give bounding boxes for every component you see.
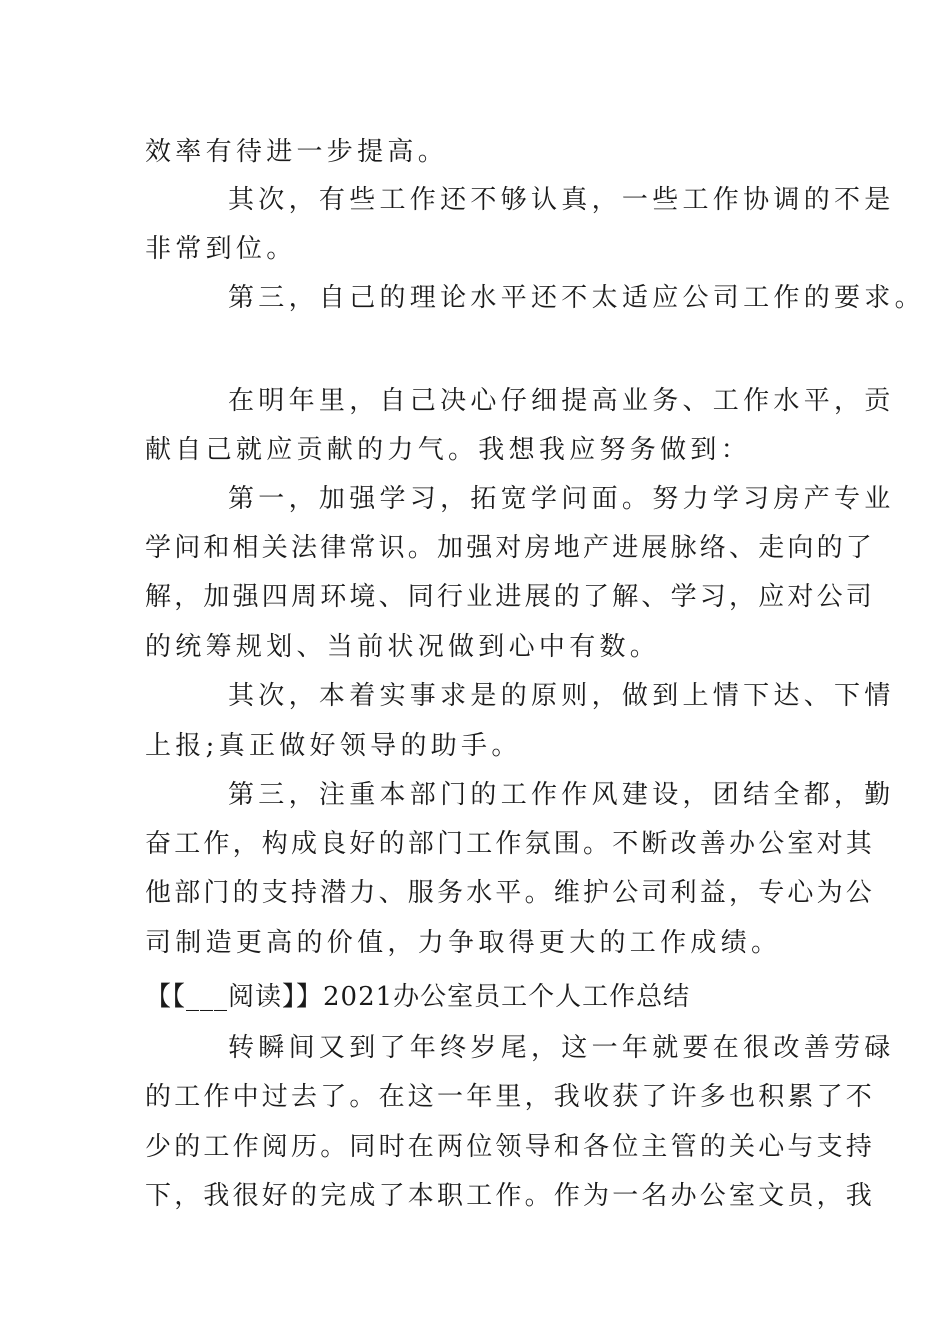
text-line: 第三，自己的理论水平还不太适应公司工作的要求。 — [228, 283, 925, 313]
text-line: 奋工作，构成良好的部门工作氛围。不断改善办公室对其 — [145, 829, 876, 859]
text-line: 上报;真正做好领导的助手。 — [145, 731, 522, 761]
text-line: 第一，加强学习，拓宽学问面。努力学习房产专业 — [228, 484, 895, 514]
text-line: 其次，本着实事求是的原则，做到上情下达、下情 — [228, 681, 895, 711]
text-line: 效率有待进一步提高。 — [145, 137, 449, 167]
text-line: 的统筹规划、当前状况做到心中有数。 — [145, 632, 661, 662]
text-line: 他部门的支持潜力、服务水平。维护公司利益，专心为公 — [145, 878, 876, 908]
text-line: 在明年里，自己决心仔细提高业务、工作水平，贡 — [228, 386, 895, 416]
text-line: 解，加强四周环境、同行业进展的了解、学习，应对公司 — [145, 582, 876, 612]
section-heading: 【【___阅读】】2021办公室员工个人工作总结 — [145, 982, 691, 1012]
text-line: 下，我很好的完成了本职工作。作为一名办公室文员，我 — [145, 1181, 876, 1211]
text-line: 献自己就应贡献的力气。我想我应努务做到： — [145, 435, 752, 465]
text-line: 少的工作阅历。同时在两位领导和各位主管的关心与支持 — [145, 1132, 876, 1162]
text-line: 其次，有些工作还不够认真，一些工作协调的不是 — [228, 185, 895, 215]
text-line: 的工作中过去了。在这一年里，我收获了许多也积累了不 — [145, 1082, 876, 1112]
text-line: 非常到位。 — [145, 234, 297, 264]
text-line: 学问和相关法律常识。加强对房地产进展脉络、走向的了 — [145, 533, 876, 563]
text-line: 第三，注重本部门的工作作风建设，团结全都，勤 — [228, 780, 895, 810]
text-line: 司制造更高的价值，力争取得更大的工作成绩。 — [145, 928, 782, 958]
text-line: 转瞬间又到了年终岁尾，这一年就要在很改善劳碌 — [228, 1033, 895, 1063]
